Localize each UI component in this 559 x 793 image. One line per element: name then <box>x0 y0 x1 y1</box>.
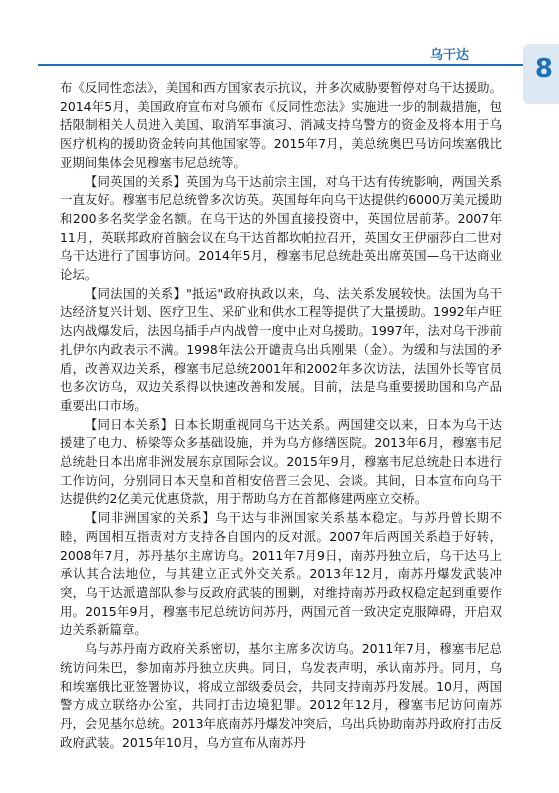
body-text <box>60 79 502 752</box>
paragraph-african-relations: 【同非洲国家的关系】乌干达与非洲国家关系基本稳定。与苏丹曾长期不睦，两国相互指责对方支持各自国内的反对派。2007年后两国关系趋于好转，2008年7月，苏丹基尔主席访乌。2011年7月9日，南苏丹独立后，乌干达马上承认其合法地位，与其建立正式外交关系。2013年12月，南苏丹爆发武装冲突，乌干达派遣部队参与反政府武装的围剿，对维持南苏丹政权稳定起到重要作用。2015年9月，穆塞韦尼总统访问苏丹，两国元首一致决定克服障碍，开启双边关系新篇章。 <box>60 510 502 638</box>
running-header-title: 乌干达 <box>430 48 470 63</box>
paragraph-us-continued: 布《反同性恋法》，美国和西方国家表示抗议，并多次威胁要暂停对乌干达援助。2014年5月，美国政府宣布对乌颁布《反同性恋法》实施进一步的制裁措施，包括限制相关人员进入美国、取消军事演习、消减支持乌警方的资金及将本用于乌医疗机构的援助资金转向其他国家等。2015年7月，美总统奥巴马访问埃塞俄比亚期间集体会见穆塞韦尼总统等。 <box>60 80 502 170</box>
paragraph-uk-relations: 【同英国的关系】英国为乌干达前宗主国，对乌干达有传统影响，两国关系一直友好。穆塞韦尼总统曾多次访英。英国每年向乌干达提供约6000万美元援助和200多名奖学金名额。在乌干达的外国直接投资中，英国位居前茅。2007年11月，英联邦政府首脑会议在乌干达首都坎帕拉召开，英国女王伊丽莎白二世对乌干达进行了国事访问。2014年5月，穆塞韦尼总统赴英出席英国—乌干达商业论坛。 <box>60 173 502 283</box>
paragraph-france-relations: 【同法国的关系】"抵运"政府执政以来，乌、法关系发展较快。法国为乌干达经济复兴计划、医疗卫生、采矿业和供水工程等提供了大量援助。1992年卢旺达内战爆发后，法因乌插手卢内战曾一度中止对乌援助。1997年，法对乌干涉前扎伊尔内政表示不满。1998年法公开谴责乌出兵刚果（金）。为缓和与法国的矛盾，改善双边关系，穆塞韦尼总统2001年和2002年多次访法，法国外长等官员也多次访乌，双边关系得以快速改善和发展。目前，法是乌重要援助国和乌产品重要出口市场。 <box>60 285 502 413</box>
paragraph-south-sudan-relations: 乌与苏丹南方政府关系密切，基尔主席多次访乌。2011年7月，穆塞韦尼总统访问朱巴，参加南苏丹独立庆典。同日，乌发表声明，承认南苏丹。同月，乌和埃塞俄比亚签署协议，将成立部级委员会，共同支持南苏丹发展。10月，两国警方成立联络办公室，共同打击边境犯罪。2012年12月，穆塞韦尼访问南苏丹，会见基尔总统。2013年底南苏丹爆发冲突后，乌出兵协助南苏丹政府打击反政府武装。2015年10月，乌方宣布从南苏丹 <box>60 641 502 750</box>
paragraph-japan-relations: 【同日本关系】日本长期重视同乌干达关系。两国建交以来，日本为乌干达援建了电力、桥梁等众多基础设施，并为乌方修缮医院。2013年6月，穆塞韦尼总统赴日本出席非洲发展东京国际会议。2015年9月，穆塞韦尼总统赴日本进行工作访问，分别同日本天皇和首相安倍晋三会见、会谈。其间，日本宣布向乌干达提供约2亿美元优惠贷款，用于帮助乌方在首都修建两座立交桥。 <box>60 416 502 507</box>
page-number: 8 <box>534 54 553 84</box>
header-rule <box>38 64 523 66</box>
